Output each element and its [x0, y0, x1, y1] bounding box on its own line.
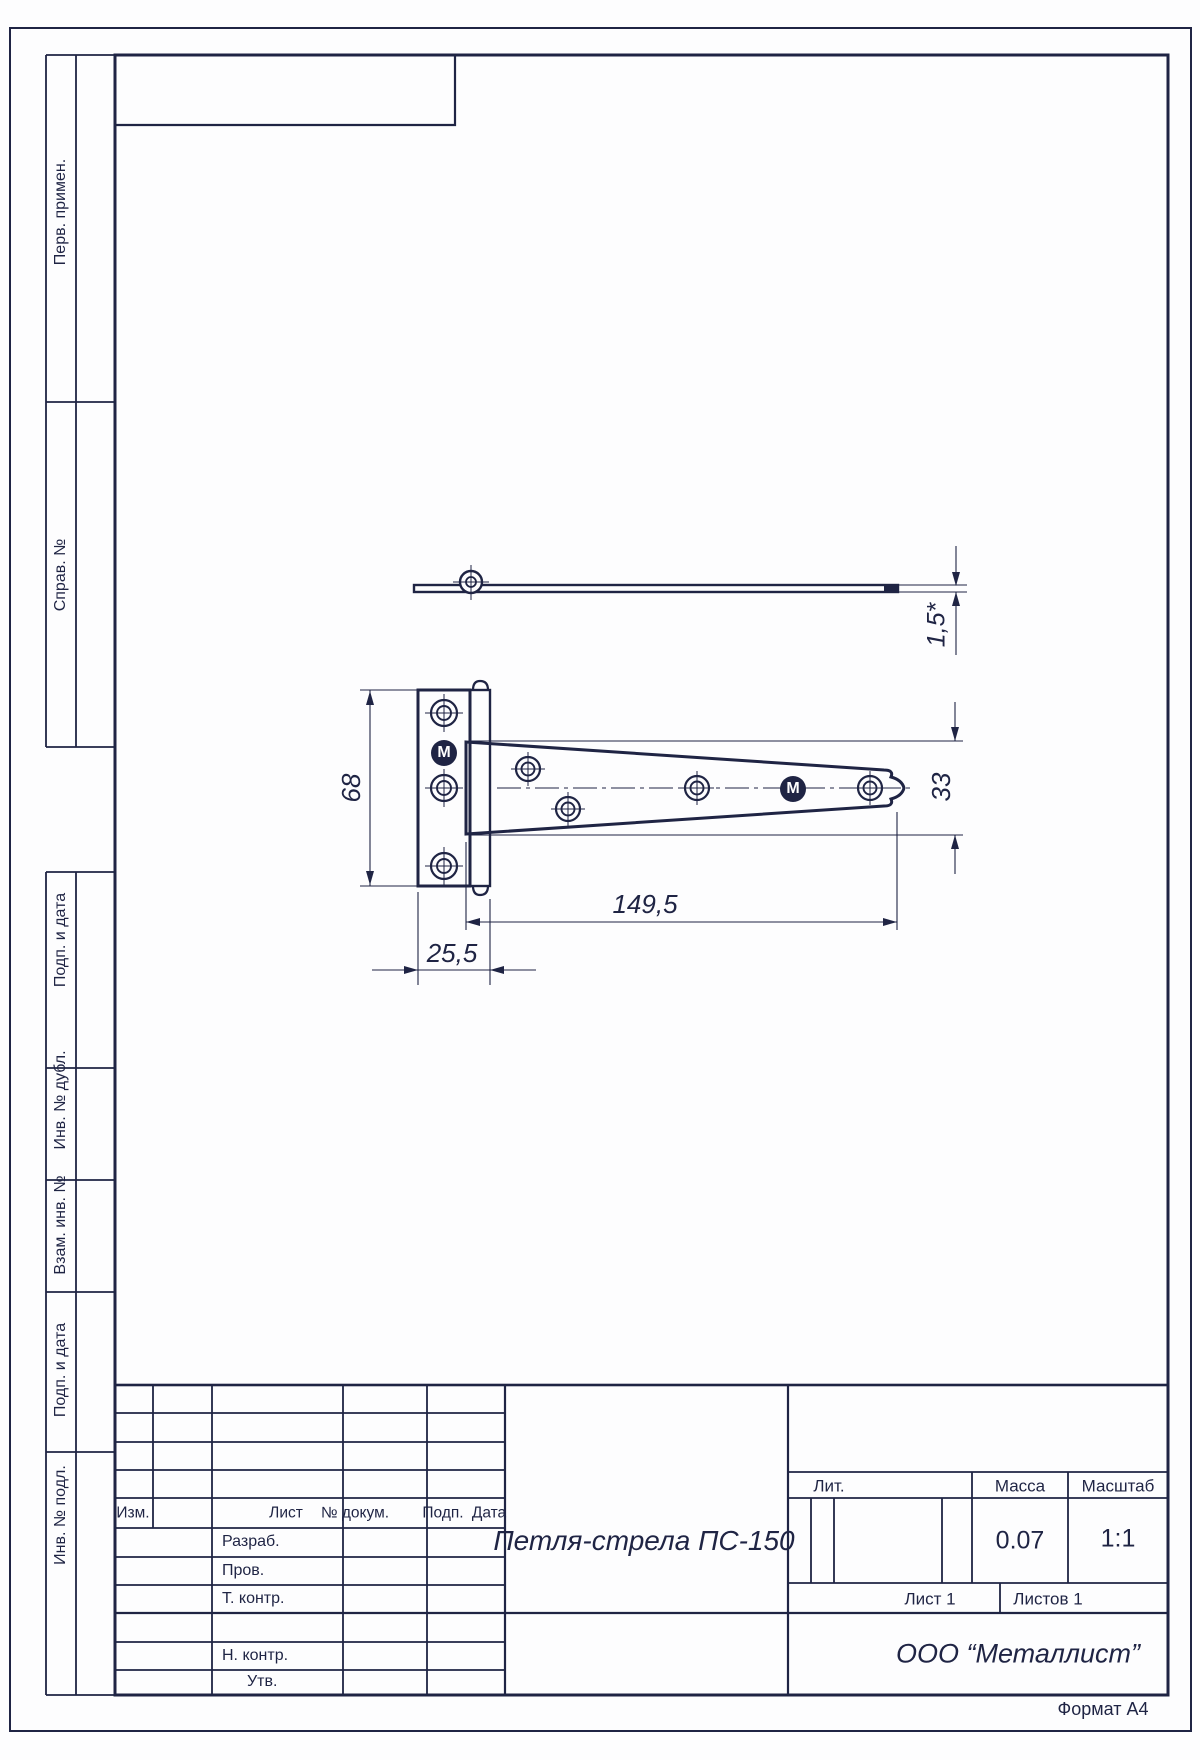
tb-role-tkontr: Т. контр.: [222, 1590, 285, 1607]
margin-label-inv-podl: Инв. № подл.: [52, 1465, 69, 1565]
dim-text-plate-width: 25,5: [426, 938, 478, 968]
margin-label-podp-data-1: Подп. и дата: [52, 892, 69, 988]
strap-holes: [511, 752, 887, 826]
tb-doc-title: Петля-стрела ПС-150: [493, 1525, 795, 1556]
tb-header-podp: Подп.: [422, 1504, 464, 1522]
tb-header-dokum: № докум.: [320, 1504, 390, 1522]
format-note: Формат А4: [1057, 1699, 1149, 1719]
margin-label-inv-dubl: Инв. № дубл.: [52, 1050, 69, 1150]
tb-role-nkontr: Н. контр.: [222, 1647, 289, 1664]
tb-massa-value: 0.07: [995, 1526, 1045, 1555]
tb-list-value: Лист 1: [904, 1589, 956, 1609]
dim-text-thickness: 1,5*: [922, 602, 951, 648]
tb-masshtab-label: Масштаб: [1081, 1476, 1155, 1496]
dim-text-plate-height: 68: [336, 773, 366, 803]
margin-label-perv-primen: Перв. примен.: [52, 158, 69, 266]
margin-label-vzam-inv: Взам. инв. №: [52, 1175, 69, 1275]
left-margin-graphs: [46, 55, 115, 1695]
tb-header-list: Лист: [269, 1504, 303, 1522]
plate-holes: [425, 694, 463, 885]
tb-lit-label: Лит.: [813, 1476, 845, 1496]
margin-label-podp-data-2: Подп. и дата: [52, 1322, 69, 1418]
tb-massa-label: Масса: [994, 1476, 1046, 1496]
tb-company: ООО “Металлист”: [895, 1638, 1141, 1669]
logo-letter-strap: М: [786, 780, 800, 797]
dim-text-strap-length: 149,5: [612, 889, 678, 919]
logo-letter-plate: М: [437, 744, 451, 761]
tb-role-prov: Пров.: [222, 1562, 265, 1579]
top-view: [414, 546, 967, 655]
tb-header-izm: Изм.: [116, 1504, 150, 1522]
tb-header-data: Дата: [471, 1504, 507, 1522]
margin-label-sprav-no: Справ. №: [52, 538, 69, 612]
tb-masshtab-value: 1:1: [1100, 1524, 1136, 1553]
tb-role-razrab: Разраб.: [222, 1533, 280, 1550]
dim-text-strap-height: 33: [926, 772, 956, 802]
dim-plate-height: [360, 690, 418, 886]
tb-role-utv: Утв.: [247, 1673, 278, 1690]
tb-listov-value: Листов 1: [1013, 1589, 1083, 1609]
